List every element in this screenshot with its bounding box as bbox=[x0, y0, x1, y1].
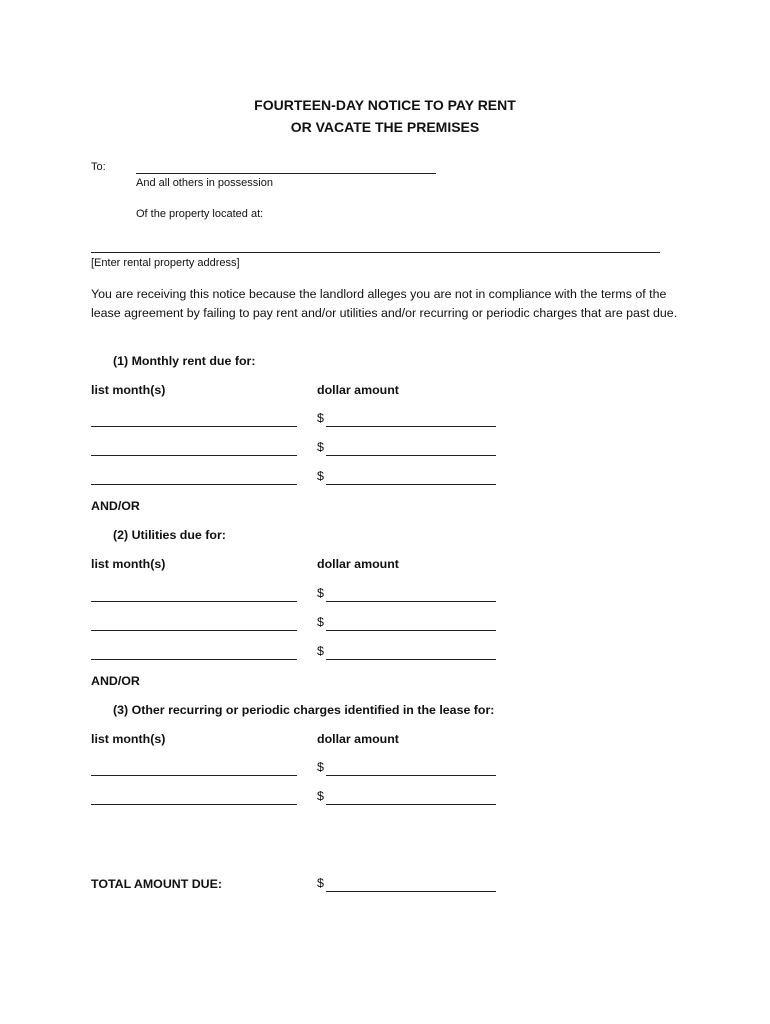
section1-month-blank[interactable] bbox=[91, 484, 297, 485]
section2-month-blank[interactable] bbox=[91, 659, 297, 660]
section2-amount-blank[interactable] bbox=[326, 659, 496, 660]
total-dollar-sign: $ bbox=[317, 876, 324, 890]
section2-amount-blank[interactable] bbox=[326, 601, 496, 602]
section3-col-month: list month(s) bbox=[91, 732, 166, 746]
section1-amount-blank[interactable] bbox=[326, 426, 496, 427]
section1-dollar-sign: $ bbox=[317, 411, 324, 425]
section2-dollar-sign: $ bbox=[317, 586, 324, 600]
total-amount-blank[interactable] bbox=[326, 891, 496, 892]
section1-amount-blank[interactable] bbox=[326, 484, 496, 485]
section2-col-amount: dollar amount bbox=[317, 557, 399, 571]
section1-dollar-sign: $ bbox=[317, 440, 324, 454]
section3-col-amount: dollar amount bbox=[317, 732, 399, 746]
section3-dollar-sign: $ bbox=[317, 760, 324, 774]
and-or-connector: AND/OR bbox=[91, 499, 140, 513]
section3-dollar-sign: $ bbox=[317, 789, 324, 803]
section1-month-blank[interactable] bbox=[91, 455, 297, 456]
section2-amount-blank[interactable] bbox=[326, 630, 496, 631]
section3-month-blank[interactable] bbox=[91, 775, 297, 776]
section1-amount-blank[interactable] bbox=[326, 455, 496, 456]
section2-heading: (2) Utilities due for: bbox=[113, 528, 226, 542]
section2-month-blank[interactable] bbox=[91, 601, 297, 602]
others-in-possession-text: And all others in possession bbox=[136, 177, 273, 189]
address-placeholder: [Enter rental property address] bbox=[91, 257, 240, 269]
section1-col-amount: dollar amount bbox=[317, 383, 399, 397]
document-title-line2: OR VACATE THE PREMISES bbox=[290, 119, 480, 135]
property-address-blank[interactable] bbox=[91, 252, 660, 253]
section3-heading: (3) Other recurring or periodic charges identified in the lease for: bbox=[113, 703, 495, 717]
section3-amount-blank[interactable] bbox=[326, 775, 496, 776]
section1-col-month: list month(s) bbox=[91, 383, 166, 397]
document-title-line1: FOURTEEN-DAY NOTICE TO PAY RENT bbox=[254, 97, 516, 113]
section1-dollar-sign: $ bbox=[317, 469, 324, 483]
section2-col-month: list month(s) bbox=[91, 557, 166, 571]
property-located-text: Of the property located at: bbox=[136, 208, 264, 220]
section2-dollar-sign: $ bbox=[317, 615, 324, 629]
intro-paragraph: You are receiving this notice because the landlord alleges you are not in compliance with the terms of the lease agreement by failing to pay rent and/or utilities and/or recurring or periodic charges that are past due. bbox=[91, 287, 678, 320]
and-or-connector: AND/OR bbox=[91, 674, 140, 688]
to-label: To: bbox=[91, 161, 106, 173]
section3-month-blank[interactable] bbox=[91, 804, 297, 805]
section3-amount-blank[interactable] bbox=[326, 804, 496, 805]
section2-month-blank[interactable] bbox=[91, 630, 297, 631]
section2-dollar-sign: $ bbox=[317, 644, 324, 658]
section1-heading: (1) Monthly rent due for: bbox=[113, 354, 256, 368]
section1-month-blank[interactable] bbox=[91, 426, 297, 427]
total-amount-label: TOTAL AMOUNT DUE: bbox=[91, 877, 223, 891]
recipient-name-blank[interactable] bbox=[136, 173, 436, 174]
